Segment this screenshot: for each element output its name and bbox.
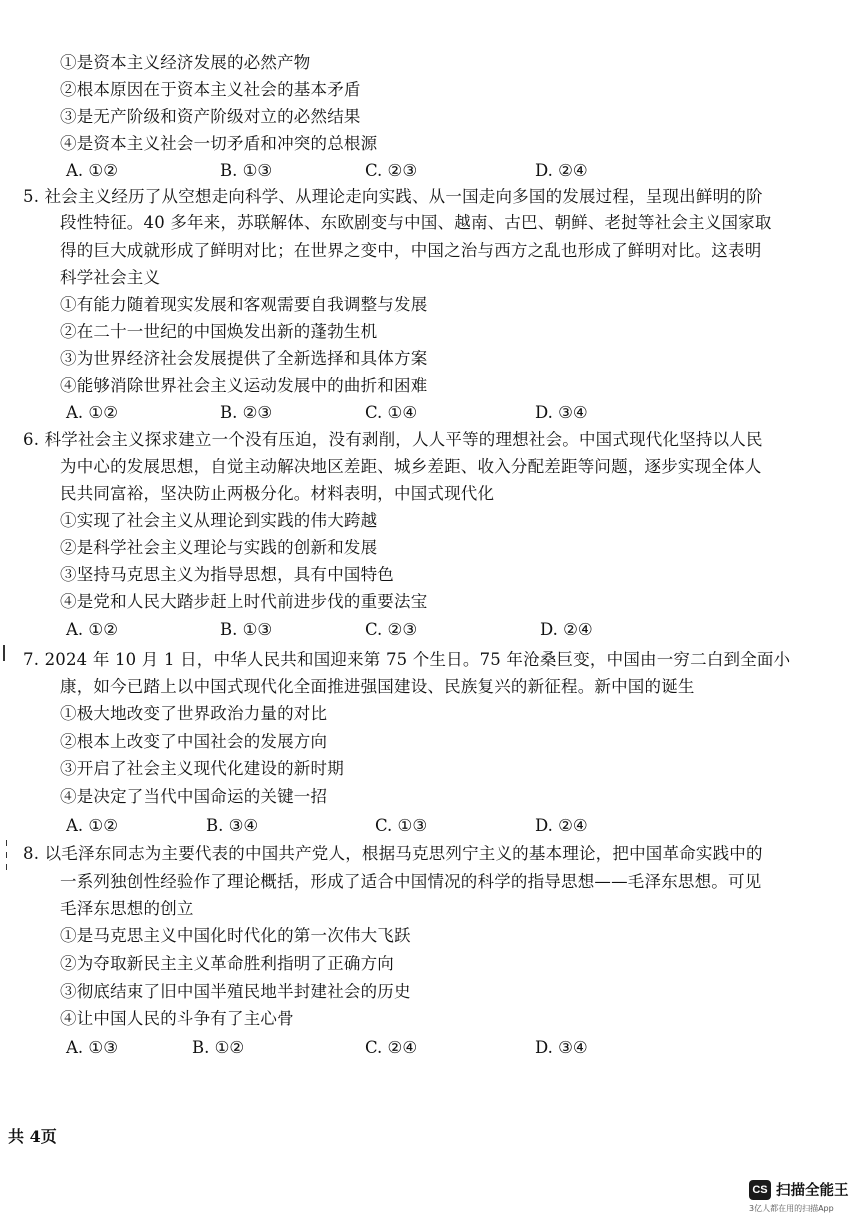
q6-item-2: ②是科学社会主义理论与实践的创新和发展 [60, 538, 378, 557]
q4-option-a: A. ①② [66, 161, 118, 180]
q7-item-4: ④是决定了当代中国命运的关键一招 [60, 787, 328, 806]
q8-item-4: ④让中国人民的斗争有了主心骨 [60, 1009, 294, 1028]
q5-option-b: B. ②③ [220, 403, 273, 422]
scan-margin-mark [6, 840, 7, 846]
q4-item-4: ④是资本主义社会一切矛盾和冲突的总根源 [60, 134, 378, 153]
q7-option-c: C. ①③ [375, 816, 428, 835]
scan-margin-mark [6, 864, 7, 870]
q8-item-3: ③彻底结束了旧中国半殖民地半封建社会的历史 [60, 982, 411, 1001]
scanner-logo-icon: CS [749, 1180, 771, 1200]
q5-item-2: ②在二十一世纪的中国焕发出新的蓬勃生机 [60, 322, 378, 341]
q5-item-3: ③为世界经济社会发展提供了全新选择和具体方案 [60, 349, 428, 368]
q8-option-b: B. ①② [192, 1038, 245, 1057]
q7-item-1: ①极大地改变了世界政治力量的对比 [60, 704, 328, 723]
q8-stem-line-2: 一系列独创性经验作了理论概括，形成了适合中国情况的科学的指导思想——毛泽东思想。可见 [60, 872, 762, 891]
q8-option-a: A. ①③ [66, 1038, 118, 1057]
q8-option-c: C. ②④ [365, 1038, 418, 1057]
q8-stem-line-3: 毛泽东思想的创立 [60, 899, 194, 918]
scan-margin-mark [6, 852, 7, 858]
q6-item-1: ①实现了社会主义从理论到实践的伟大跨越 [60, 511, 378, 530]
q6-option-c: C. ②③ [365, 620, 418, 639]
q8-stem-line-1: 8. 以毛泽东同志为主要代表的中国共产党人，根据马克思列宁主义的基本理论，把中国革命实践中的 [23, 844, 763, 863]
scan-margin-mark [3, 645, 5, 661]
scanner-logo-tagline: 3亿人都在用的扫描App [749, 1204, 834, 1213]
q6-stem-line-1: 6. 科学社会主义探求建立一个没有压迫，没有剥削，人人平等的理想社会。中国式现代化坚持以人民 [23, 430, 763, 449]
q5-option-d: D. ③④ [535, 403, 588, 422]
q6-option-b: B. ①③ [220, 620, 273, 639]
q6-stem-line-2: 为中心的发展思想，自觉主动解决地区差距、城乡差距、收入分配差距等问题，逐步实现全体人 [60, 457, 762, 476]
q7-option-b: B. ③④ [206, 816, 259, 835]
q6-option-d: D. ②④ [540, 620, 593, 639]
q8-option-d: D. ③④ [535, 1038, 588, 1057]
q7-option-d: D. ②④ [535, 816, 588, 835]
q6-item-3: ③坚持马克思主义为指导思想，具有中国特色 [60, 565, 394, 584]
q4-option-c: C. ②③ [365, 161, 418, 180]
q5-stem-line-4: 科学社会主义 [60, 268, 161, 287]
scanner-watermark [745, 1178, 863, 1218]
q5-option-a: A. ①② [66, 403, 118, 422]
q6-stem-line-3: 民共同富裕，坚决防止两极分化。材料表明，中国式现代化 [60, 484, 495, 503]
q5-option-c: C. ①④ [365, 403, 418, 422]
page-footer: 共 4页 [8, 1127, 57, 1146]
q4-item-2: ②根本原因在于资本主义社会的基本矛盾 [60, 80, 361, 99]
q6-item-4: ④是党和人民大踏步赶上时代前进步伐的重要法宝 [60, 592, 428, 611]
q7-stem-line-2: 康，如今已踏上以中国式现代化全面推进强国建设、民族复兴的新征程。新中国的诞生 [60, 677, 695, 696]
q4-item-3: ③是无产阶级和资产阶级对立的必然结果 [60, 107, 361, 126]
q8-item-2: ②为夺取新民主主义革命胜利指明了正确方向 [60, 954, 394, 973]
q7-option-a: A. ①② [66, 816, 118, 835]
q8-item-1: ①是马克思主义中国化时代化的第一次伟大飞跃 [60, 926, 411, 945]
q5-item-4: ④能够消除世界社会主义运动发展中的曲折和困难 [60, 376, 428, 395]
q5-stem-line-2: 段性特征。40 多年来，苏联解体、东欧剧变与中国、越南、古巴、朝鲜、老挝等社会主义国家取 [60, 213, 772, 232]
scanner-logo-name: 扫描全能王 [776, 1183, 849, 1199]
q4-option-b: B. ①③ [220, 161, 273, 180]
q5-stem-line-1: 5. 社会主义经历了从空想走向科学、从理论走向实践、从一国走向多国的发展过程，呈现出鲜明的阶 [23, 187, 763, 206]
q5-stem-line-3: 得的巨大成就形成了鲜明对比；在世界之变中，中国之治与西方之乱也形成了鲜明对比。这表明 [60, 241, 762, 260]
q5-item-1: ①有能力随着现实发展和客观需要自我调整与发展 [60, 295, 428, 314]
q7-item-2: ②根本上改变了中国社会的发展方向 [60, 732, 328, 751]
q7-stem-line-1: 7. 2024 年 10 月 1 日，中华人民共和国迎来第 75 个生日。75 年沧桑巨变，中国由一穷二白到全面小 [23, 650, 791, 669]
q6-option-a: A. ①② [66, 620, 118, 639]
q4-option-d: D. ②④ [535, 161, 588, 180]
q4-item-1: ①是资本主义经济发展的必然产物 [60, 53, 311, 72]
q7-item-3: ③开启了社会主义现代化建设的新时期 [60, 759, 344, 778]
